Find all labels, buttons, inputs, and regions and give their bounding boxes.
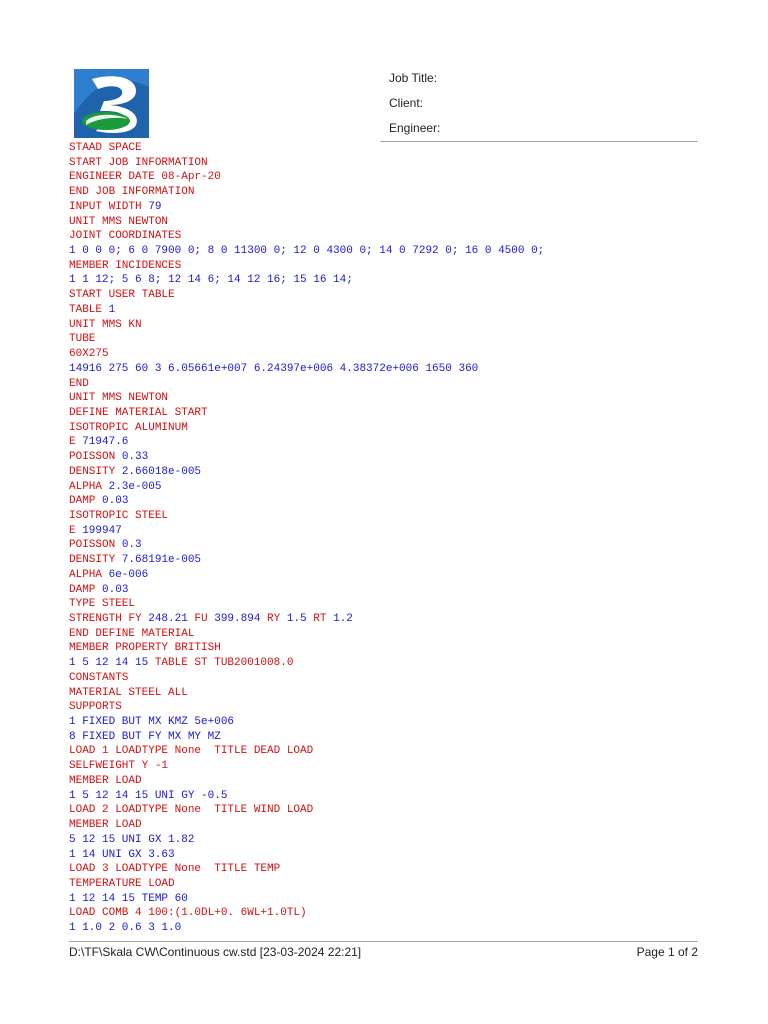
keyword-text: ISOTROPIC STEEL xyxy=(69,509,169,522)
keyword-text: MEMBER INCIDENCES xyxy=(69,259,182,272)
code-line xyxy=(69,730,709,745)
client-label: Client: xyxy=(389,96,424,110)
value-text: 2.66018e-005 xyxy=(121,465,202,478)
value-text: 7.68191e-005 xyxy=(121,554,202,567)
value-text: 0.3 xyxy=(121,539,142,552)
code-line xyxy=(69,450,709,465)
keyword-text: TYPE STEEL xyxy=(69,598,136,611)
code-line xyxy=(69,185,709,200)
code-line xyxy=(69,818,709,833)
code-line xyxy=(69,656,709,671)
code-line xyxy=(69,244,709,259)
keyword-text: SUPPORTS xyxy=(69,701,122,714)
code-line xyxy=(69,480,709,495)
value-text: 1 0 0 0; 6 0 7900 0; 8 0 11300 0; 12 0 4300 0; 14 0 7292 0; 16 0 4500 0; xyxy=(69,245,545,258)
value-text: 1 12 14 15 TEMP 60 xyxy=(69,892,188,905)
keyword-text: RY xyxy=(260,613,287,625)
code-line xyxy=(69,406,709,421)
keyword-text: RT xyxy=(306,613,334,625)
code-line xyxy=(69,170,709,185)
keyword-text: MEMBER LOAD xyxy=(69,774,142,787)
keyword-text: STAAD SPACE xyxy=(69,142,142,154)
job-title-label: Job Title: xyxy=(389,71,438,85)
keyword-text: DAMP xyxy=(69,495,103,508)
value-text: 0.33 xyxy=(121,451,149,464)
keyword-text: UNIT MMS NEWTON xyxy=(69,215,169,228)
value-text: 248.21 xyxy=(148,613,188,625)
bentley-logo-icon xyxy=(74,69,149,138)
value-text: 399.894 xyxy=(214,613,261,625)
code-line xyxy=(69,288,709,303)
code-line xyxy=(69,538,709,553)
code-line xyxy=(69,848,709,863)
code-line xyxy=(69,553,709,568)
code-line xyxy=(69,156,709,171)
keyword-text: STRENGTH FY xyxy=(69,613,149,625)
code-line xyxy=(69,700,709,715)
code-line xyxy=(69,759,709,774)
code-line xyxy=(69,391,709,406)
value-text: 1 5 12 14 15 UNI GY -0.5 xyxy=(69,789,228,802)
code-line xyxy=(69,377,709,392)
code-line xyxy=(69,627,709,642)
value-text: 199947 xyxy=(82,524,122,537)
code-line xyxy=(69,906,709,921)
code-line xyxy=(69,686,709,701)
keyword-text: TUBE xyxy=(69,333,96,346)
code-line xyxy=(69,200,709,215)
keyword-text: DENSITY xyxy=(69,465,122,478)
code-line xyxy=(69,465,709,480)
code-line xyxy=(69,568,709,583)
keyword-text: ENGINEER DATE 08-Apr-20 xyxy=(69,171,221,184)
keyword-text: ISOTROPIC ALUMINUM xyxy=(69,421,188,434)
code-line xyxy=(69,318,709,333)
keyword-text: LOAD 1 LOADTYPE None TITLE DEAD LOAD xyxy=(69,745,314,758)
keyword-text: POISSON xyxy=(69,539,122,552)
keyword-text: SELFWEIGHT Y -1 xyxy=(69,760,169,773)
keyword-text: MEMBER PROPERTY BRITISH xyxy=(69,642,221,655)
value-text: 1.2 xyxy=(333,613,353,625)
keyword-text: END xyxy=(69,377,89,390)
value-text: 1 5 12 14 15 xyxy=(69,657,149,670)
keyword-text: CONSTANTS xyxy=(69,671,129,684)
keyword-text: UNIT MMS KN xyxy=(69,318,142,331)
keyword-text: DAMP xyxy=(69,583,103,596)
keyword-text: TABLE xyxy=(69,303,109,316)
keyword-text: MEMBER LOAD xyxy=(69,819,142,832)
code-line xyxy=(69,583,709,598)
code-line xyxy=(69,892,709,907)
engineer-label: Engineer: xyxy=(389,121,441,135)
keyword-text: ALPHA xyxy=(69,480,109,493)
code-line xyxy=(69,509,709,524)
value-text: 1 FIXED BUT MX KMZ 5e+006 xyxy=(69,716,235,729)
code-line xyxy=(69,494,709,509)
value-text: 2.3e-005 xyxy=(108,480,162,493)
keyword-text: TABLE ST TUB2001008.0 xyxy=(148,657,294,670)
value-text: 0.03 xyxy=(102,495,129,508)
code-line xyxy=(69,332,709,347)
keyword-text: END DEFINE MATERIAL xyxy=(69,627,195,640)
code-line xyxy=(69,362,709,377)
value-text: 0.03 xyxy=(102,583,129,596)
keyword-text: DENSITY xyxy=(69,554,122,567)
job-header xyxy=(389,70,440,145)
code-line xyxy=(69,671,709,686)
value-text: 14916 275 60 3 6.05661e+007 6.24397e+006 4.38372e+006 1650 360 xyxy=(69,362,479,375)
code-line xyxy=(69,215,709,230)
value-text: 1 xyxy=(108,303,116,316)
code-line xyxy=(69,921,709,936)
value-text: 6e-006 xyxy=(108,568,149,581)
code-line xyxy=(69,141,709,156)
keyword-text: TEMPERATURE LOAD xyxy=(69,877,175,890)
value-text: 79 xyxy=(148,200,162,213)
code-line xyxy=(69,273,709,288)
keyword-text: START JOB INFORMATION xyxy=(69,156,208,169)
keyword-text: 60X275 xyxy=(69,348,109,361)
keyword-text: FU xyxy=(187,613,215,625)
code-line xyxy=(69,833,709,848)
value-text: 1 1.0 2 0.6 3 1.0 xyxy=(69,922,182,935)
code-line xyxy=(69,597,709,612)
keyword-text: DEFINE MATERIAL START xyxy=(69,406,208,419)
code-line xyxy=(69,877,709,892)
keyword-text: ALPHA xyxy=(69,568,109,581)
code-line xyxy=(69,803,709,818)
keyword-text: LOAD 2 LOADTYPE None TITLE WIND LOAD xyxy=(69,804,314,817)
value-text: 8 FIXED BUT FY MX MY MZ xyxy=(69,730,221,743)
code-line xyxy=(69,421,709,436)
code-line xyxy=(69,744,709,759)
code-line xyxy=(69,259,709,274)
keyword-text: START USER TABLE xyxy=(69,289,175,302)
code-line xyxy=(69,789,709,804)
code-line xyxy=(69,524,709,539)
keyword-text: JOINT COORDINATES xyxy=(69,230,182,243)
code-line xyxy=(69,435,709,450)
keyword-text: POISSON xyxy=(69,451,122,464)
keyword-text: UNIT MMS NEWTON xyxy=(69,392,169,405)
keyword-text: END JOB INFORMATION xyxy=(69,186,195,199)
value-text: 71947.6 xyxy=(82,436,129,449)
staad-input-listing xyxy=(69,141,709,936)
keyword-text: LOAD 3 LOADTYPE None TITLE TEMP xyxy=(69,863,281,876)
keyword-text: LOAD COMB 4 100:(1.0DL+0. 6WL+1.0TL) xyxy=(69,907,307,920)
keyword-text: INPUT WIDTH xyxy=(69,200,149,213)
footer-divider xyxy=(69,941,698,942)
keyword-text: MATERIAL STEEL ALL xyxy=(69,686,188,699)
keyword-text: E xyxy=(69,524,83,537)
code-line xyxy=(69,229,709,244)
value-text: 1.5 xyxy=(286,613,307,625)
file-path: D:\TF\Skala CW\Continuous cw.std [23-03-2024 22:21] xyxy=(69,945,362,959)
code-line xyxy=(69,715,709,730)
page-number: Page 1 of 2 xyxy=(636,945,698,959)
keyword-text: E xyxy=(69,436,83,449)
code-line xyxy=(69,862,709,877)
code-line xyxy=(69,641,709,656)
value-text: 1 14 UNI GX 3.63 xyxy=(69,848,175,861)
code-line xyxy=(69,347,709,362)
value-text: 5 12 15 UNI GX 1.82 xyxy=(69,833,195,846)
code-line xyxy=(69,303,709,318)
value-text: 1 1 12; 5 6 8; 12 14 6; 14 12 16; 15 16 14; xyxy=(69,274,353,287)
code-line xyxy=(69,612,709,627)
code-line xyxy=(69,774,709,789)
